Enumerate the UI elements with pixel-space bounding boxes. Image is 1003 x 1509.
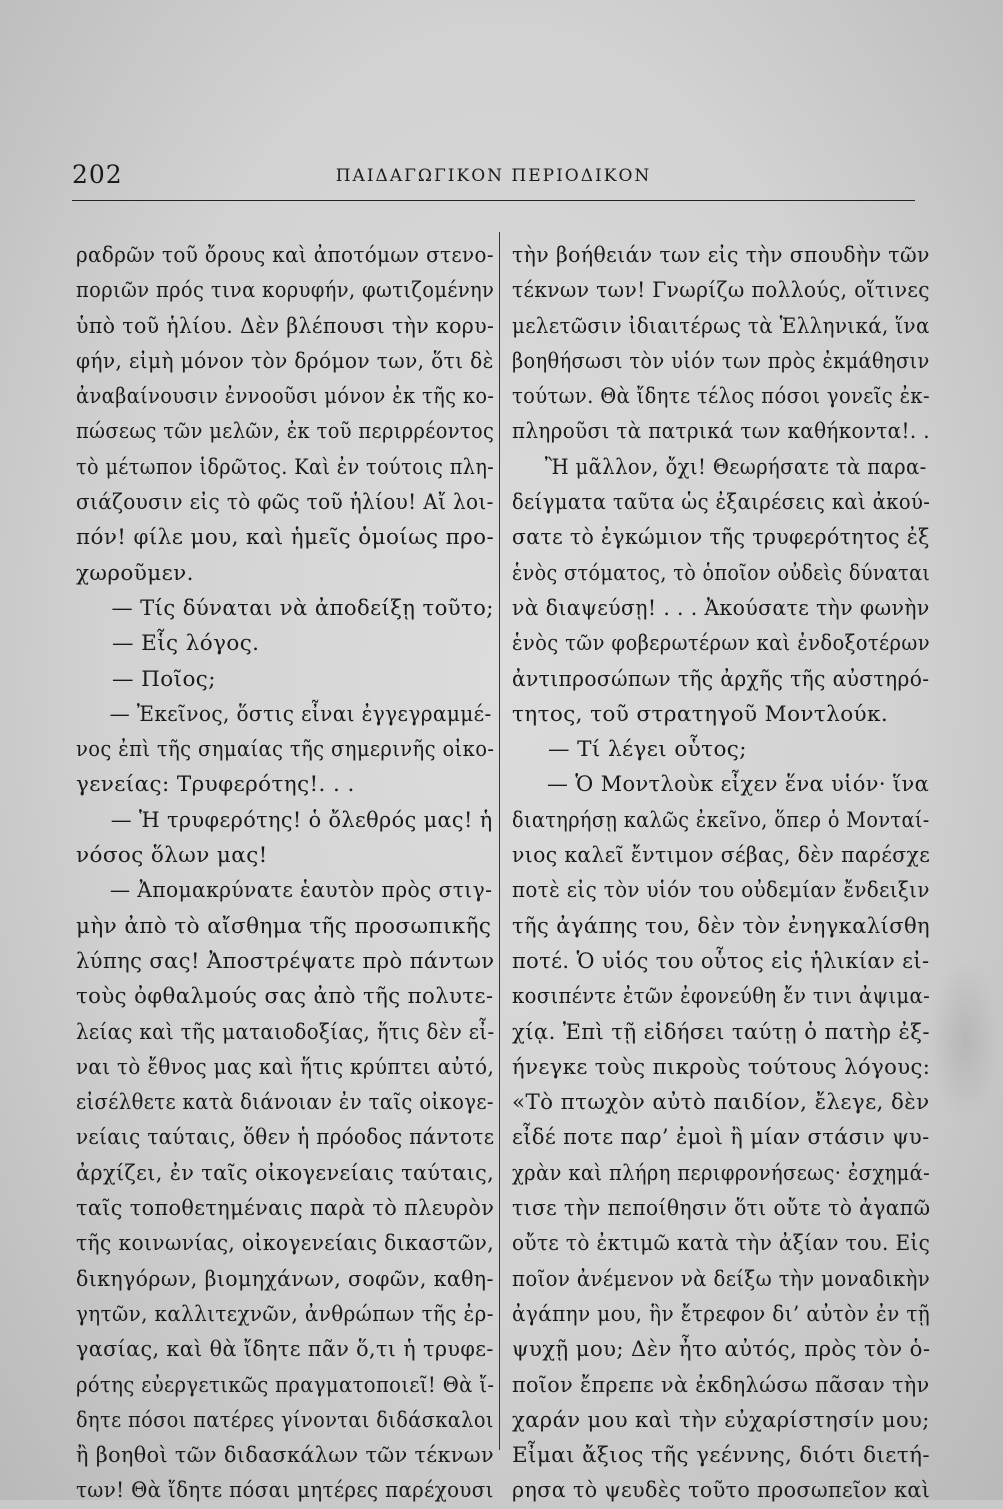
text-line: ρότης εὐεργετικῶς πραγματοποιεῖ! Θὰ ἴ- <box>76 1372 495 1398</box>
text-line: νος ἐπὶ τῆς σημαίας τῆς σημερινῆς οἰκο- <box>76 737 495 763</box>
text-line: νόσος ὅλων μας! <box>76 843 268 869</box>
text-line: δητε πόσοι πατέρες γίνονται διδάσκαλοι <box>76 1407 494 1433</box>
text-line: εἰσέλθετε κατὰ διάνοιαν ἐν ταῖς οἰκογε- <box>76 1090 494 1116</box>
text-line: ήνεγκε τοὺς πικροὺς τούτους λόγους: <box>512 1054 931 1080</box>
text-line: χίᾳ. Ἐπὶ τῇ εἰδήσει ταύτῃ ὁ πατὴρ ἐξ- <box>512 1019 930 1045</box>
text-line: — Ἡ τρυφερότης! ὁ ὄλεθρός μας! ἡ <box>110 807 493 833</box>
header-rule <box>72 200 915 201</box>
text-line: ναι τὸ ἔθνος μας καὶ ἥτις κρύπτει αὐτό, <box>76 1054 495 1080</box>
text-line: Ἢ μᾶλλον, ὄχι! Θεωρήσατε τὰ παρα- <box>544 454 927 480</box>
text-line: — Ποῖος; <box>112 666 216 692</box>
text-line: τέκνων των! Γνωρίζω πολλούς, οἵτινες <box>512 278 930 304</box>
text-line: — Ὁ Μοντλοὺκ εἶχεν ἕνα υἱόν· ἵνα <box>546 772 930 798</box>
text-line: οὔτε τὸ ἐκτιμῶ κατὰ τὴν ἀξίαν του. Εἰς <box>512 1231 931 1257</box>
text-line: διατηρήσῃ καλῶς ἐκεῖνο, ὅπερ ὁ Μονταί- <box>512 807 930 833</box>
text-line: — Εἷς λόγος. <box>112 631 260 657</box>
text-line: τοὺς ὀφθαλμούς σας ἀπὸ τῆς πολυτε- <box>76 984 494 1010</box>
text-line: — Τίς δύναται νὰ ἀποδείξῃ τοῦτο; <box>111 595 494 621</box>
text-line: νιος καλεῖ ἔντιμον σέβας, δὲν παρέσχε <box>512 843 931 869</box>
text-line: γητῶν, καλλιτεχνῶν, ἀνθρώπων τῆς ἐρ- <box>76 1301 494 1327</box>
running-title: ΠΑΙΔΑΓΩΓΙΚΟΝ ΠΕΡΙΟΔΙΚΟΝ <box>335 166 652 186</box>
text-line: τὴν βοήθειάν των εἰς τὴν σπουδὴν τῶν <box>512 243 930 268</box>
text-line: πληροῦσι τὰ πατρικά των καθήκοντα!. . <box>512 419 930 445</box>
text-line: τητος, τοῦ στρατηγοῦ Μοντλούκ. <box>512 701 889 727</box>
text-line: πώσεως τῶν μελῶν, ἐκ τοῦ περιρρέοντος <box>76 419 495 445</box>
text-line: κοσιπέντε ἐτῶν ἐφονεύθη ἔν τινι ἀψιμα- <box>512 984 931 1010</box>
text-line: εἶδέ ποτε παρ’ ἐμοὶ ἢ μίαν στάσιν ψυ- <box>512 1125 930 1151</box>
text-line: τῆς κοινωνίας, οἰκογενείαις δικαστῶν, <box>76 1231 494 1257</box>
text-line: νὰ διαψεύσῃ! . . . Ἀκούσατε τὴν φωνὴν <box>512 595 930 621</box>
page-header <box>72 160 915 200</box>
left-column <box>76 238 494 1509</box>
right-column <box>512 238 930 1509</box>
text-line: σιάζουσιν εἰς τὸ φῶς τοῦ ἡλίου! Αἴ λοι- <box>76 490 494 516</box>
text-line: ψυχῇ μου; Δὲν ἦτο αὐτός, πρὸς τὸν ὁ- <box>512 1337 931 1363</box>
text-line: χαράν μου καὶ τὴν εὐχαρίστησίν μου; <box>512 1407 930 1433</box>
text-line: λείας καὶ τῆς ματαιοδοξίας, ἥτις δὲν εἶ- <box>76 1019 495 1045</box>
text-line: ἀναβαίνουσιν ἐννοοῦσι μόνον ἐκ τῆς κο- <box>76 384 495 410</box>
text-line: — Ἐκεῖνος, ὅστις εἶναι ἐγγεγραμμέ- <box>109 701 492 727</box>
text-line: ποτὲ εἰς τὸν υἱόν του οὐδεμίαν ἔνδειξιν <box>512 878 930 904</box>
text-line: ποτέ. Ὁ υἱός του οὗτος εἰς ἡλικίαν εἰ- <box>512 948 930 974</box>
text-line: των! Θὰ ἴδητε πόσαι μητέρες παρέχουσι <box>76 1478 494 1504</box>
text-line: «Τὸ πτωχὸν αὐτὸ παιδίον, ἔλεγε, δὲν <box>512 1090 930 1116</box>
text-line: — Ἀπομακρύνατε ἑαυτὸν πρὸς στιγ- <box>109 878 493 904</box>
text-line: ἀγάπην μου, ἣν ἔτρεφον δι’ αὐτὸν ἐν τῇ <box>512 1301 931 1327</box>
text-line: ταῖς τοποθετημέναις παρὰ τὸ πλευρὸν <box>76 1196 495 1222</box>
text-line: μελετῶσιν ἰδιαιτέρως τὰ Ἑλληνικά, ἵνα <box>512 313 930 339</box>
text-line: ἢ βοηθοὶ τῶν διδασκάλων τῶν τέκνων <box>76 1443 495 1469</box>
text-line: γενείας: Τρυφερότης!. . . <box>76 772 355 798</box>
text-line: Εἶμαι ἄξιος τῆς γεέννης, διότι διετή- <box>512 1443 930 1469</box>
text-line: — Τί λέγει οὗτος; <box>548 737 747 763</box>
column-divider <box>499 232 500 1450</box>
text-line: ποῖον ἀνέμενον νὰ δείξω τὴν μοναδικὴν <box>512 1266 931 1292</box>
text-line: ἀντιπροσώπων τῆς ἀρχῆς τῆς αὐστηρό- <box>512 666 930 692</box>
text-line: ρησα τὸ ψευδὲς τοῦτο προσωπεῖον καὶ <box>512 1478 931 1504</box>
text-line: ποριῶν πρός τινα κορυφήν, φωτιζομένην <box>76 278 495 304</box>
text-line: βοηθήσωσι τὸν υἱόν των πρὸς ἐκμάθησιν <box>512 348 930 374</box>
text-line: δικηγόρων, βιομηχάνων, σοφῶν, καθη- <box>76 1266 494 1292</box>
text-line: γασίας, καὶ θὰ ἴδητε πᾶν ὅ,τι ἡ τρυφε- <box>76 1337 494 1363</box>
text-line: ραδρῶν τοῦ ὄρους καὶ ἀποτόμων στενο- <box>76 243 494 268</box>
text-line: δείγματα ταῦτα ὡς ἐξαιρέσεις καὶ ἀκού- <box>512 490 931 516</box>
text-line: μὴν ἀπὸ τὸ αἴσθημα τῆς προσωπικῆς <box>76 913 492 939</box>
text-line: τὸ μέτωπον ἱδρῶτος. Καὶ ἐν τούτοις πλη- <box>76 454 495 480</box>
paper-stain <box>930 960 1000 1120</box>
text-line: ἑνὸς τῶν φοβερωτέρων καὶ ἐνδοξοτέρων <box>512 631 930 657</box>
text-line: πόν! φίλε μου, καὶ ἡμεῖς ὁμοίως προ- <box>76 525 495 551</box>
text-line: λύπης σας! Ἀποστρέψατε πρὸ πάντων <box>76 948 495 974</box>
text-line: χωροῦμεν. <box>76 560 194 586</box>
text-line: φήν, εἰμὴ μόνον τὸν δρόμον των, ὅτι δὲ <box>76 348 494 374</box>
text-line: ποῖον ἔπρεπε νὰ ἐκδηλώσω πᾶσαν τὴν <box>512 1372 930 1398</box>
text-line: τισε τὴν πεποίθησιν ὅτι οὔτε τὸ ἀγαπῶ <box>512 1196 931 1222</box>
text-line: χρὰν καὶ πλήρη περιφρονήσεως· ἐσχημά- <box>512 1160 931 1186</box>
text-line: τῆς ἀγάπης του, δὲν τὸν ἐνηγκαλίσθη <box>512 913 931 939</box>
text-line: ἀρχίζει, ἐν ταῖς οἰκογενείαις ταύταις, <box>76 1160 495 1186</box>
page-number: 202 <box>72 160 123 189</box>
text-line: σατε τὸ ἐγκώμιον τῆς τρυφερότητος ἐξ <box>512 525 930 551</box>
text-line: ὑπὸ τοῦ ἡλίου. Δὲν βλέπουσι τὴν κορυ- <box>76 313 495 339</box>
text-line: τούτων. Θὰ ἴδητε τέλος πόσοι γονεῖς ἐκ- <box>512 384 930 410</box>
text-line: ἑνὸς στόματος, τὸ ὁποῖον οὐδεὶς δύναται <box>512 560 931 586</box>
text-line: νείαις ταύταις, ὅθεν ἡ πρόοδος πάντοτε <box>76 1125 495 1151</box>
